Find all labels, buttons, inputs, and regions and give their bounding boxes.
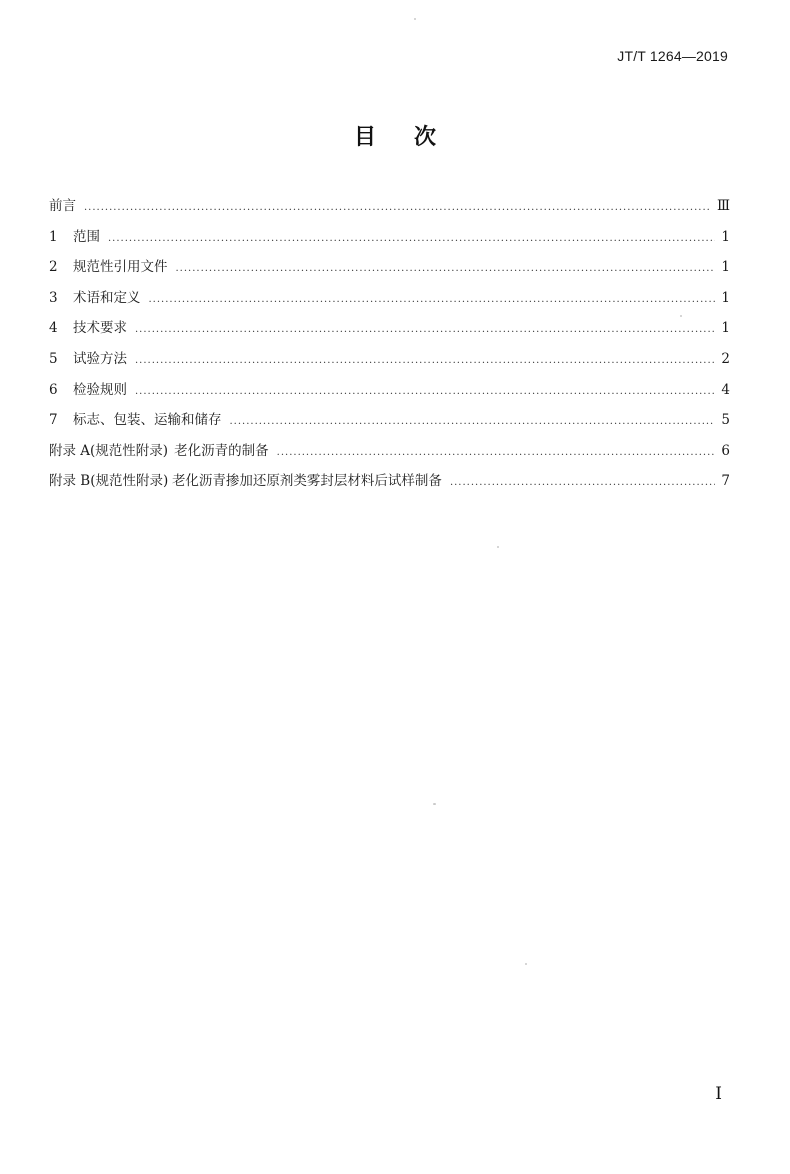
toc-section-number: 4 — [49, 320, 58, 337]
toc-page-number: Ⅲ — [716, 198, 730, 214]
toc-entry-test-methods[interactable] — [49, 344, 730, 375]
table-of-contents — [49, 191, 730, 497]
toc-entry-marking-packaging[interactable] — [49, 405, 730, 436]
toc-annex-prefix: 附录 A(规范性附录) — [49, 442, 169, 459]
toc-entry-terms-definitions[interactable] — [49, 283, 730, 314]
toc-dot-leader — [135, 346, 715, 377]
toc-entry-label: 老化沥青掺加还原剂类雾封层材料后试样制备 — [171, 473, 442, 490]
toc-entry-label: 检验规则 — [73, 381, 127, 398]
toc-entry-label: 术语和定义 — [73, 289, 141, 306]
scan-speck — [433, 803, 436, 805]
toc-page-number: 1 — [721, 259, 730, 276]
toc-section-number: 6 — [49, 381, 58, 398]
toc-section-number: 2 — [49, 259, 58, 276]
scan-speck — [414, 18, 416, 20]
toc-dot-leader — [135, 315, 715, 346]
toc-entry-technical-requirements[interactable] — [49, 313, 730, 344]
scan-speck — [680, 315, 682, 317]
toc-dot-leader — [450, 468, 715, 499]
toc-entry-inspection-rules[interactable] — [49, 375, 730, 406]
toc-dot-leader — [230, 407, 716, 438]
toc-dot-leader — [277, 438, 716, 469]
toc-entry-foreword[interactable] — [49, 191, 730, 222]
toc-section-number: 1 — [49, 228, 58, 245]
toc-entry-label: 老化沥青的制备 — [174, 442, 269, 459]
toc-page-number: 1 — [721, 228, 730, 245]
page-folio: I — [715, 1084, 722, 1104]
toc-entry-normative-references[interactable] — [49, 252, 730, 283]
toc-page-number: 1 — [721, 320, 730, 337]
toc-entry-label: 规范性引用文件 — [73, 259, 168, 276]
toc-entry-annex-a[interactable] — [49, 436, 730, 467]
toc-entry-label: 前言 — [49, 198, 76, 214]
toc-page-number: 1 — [721, 289, 730, 306]
toc-dot-leader — [149, 285, 716, 316]
document-code: JT/T 1264—2019 — [617, 48, 728, 64]
scan-speck — [525, 963, 527, 965]
toc-entry-label: 试验方法 — [73, 350, 127, 367]
toc-dot-leader — [84, 193, 711, 224]
toc-annex-prefix: 附录 B(规范性附录) — [49, 473, 169, 490]
toc-section-number: 3 — [49, 289, 58, 306]
toc-page-number: 5 — [721, 412, 730, 429]
toc-entry-label: 技术要求 — [73, 320, 127, 337]
toc-dot-leader — [176, 254, 716, 285]
toc-page-number: 2 — [721, 350, 730, 367]
toc-entry-scope[interactable] — [49, 222, 730, 253]
toc-page-number: 7 — [721, 473, 730, 490]
toc-page-number: 4 — [721, 381, 730, 398]
toc-dot-leader — [108, 224, 715, 255]
toc-section-number: 5 — [49, 350, 58, 367]
toc-page-number: 6 — [721, 442, 730, 459]
page-title: 目次 — [353, 125, 474, 150]
toc-entry-annex-b[interactable] — [49, 466, 730, 497]
scan-speck — [497, 546, 499, 548]
toc-dot-leader — [135, 377, 715, 408]
toc-entry-label: 范围 — [73, 228, 100, 245]
toc-entry-label: 标志、包装、运输和储存 — [73, 412, 222, 429]
toc-section-number: 7 — [49, 412, 58, 429]
